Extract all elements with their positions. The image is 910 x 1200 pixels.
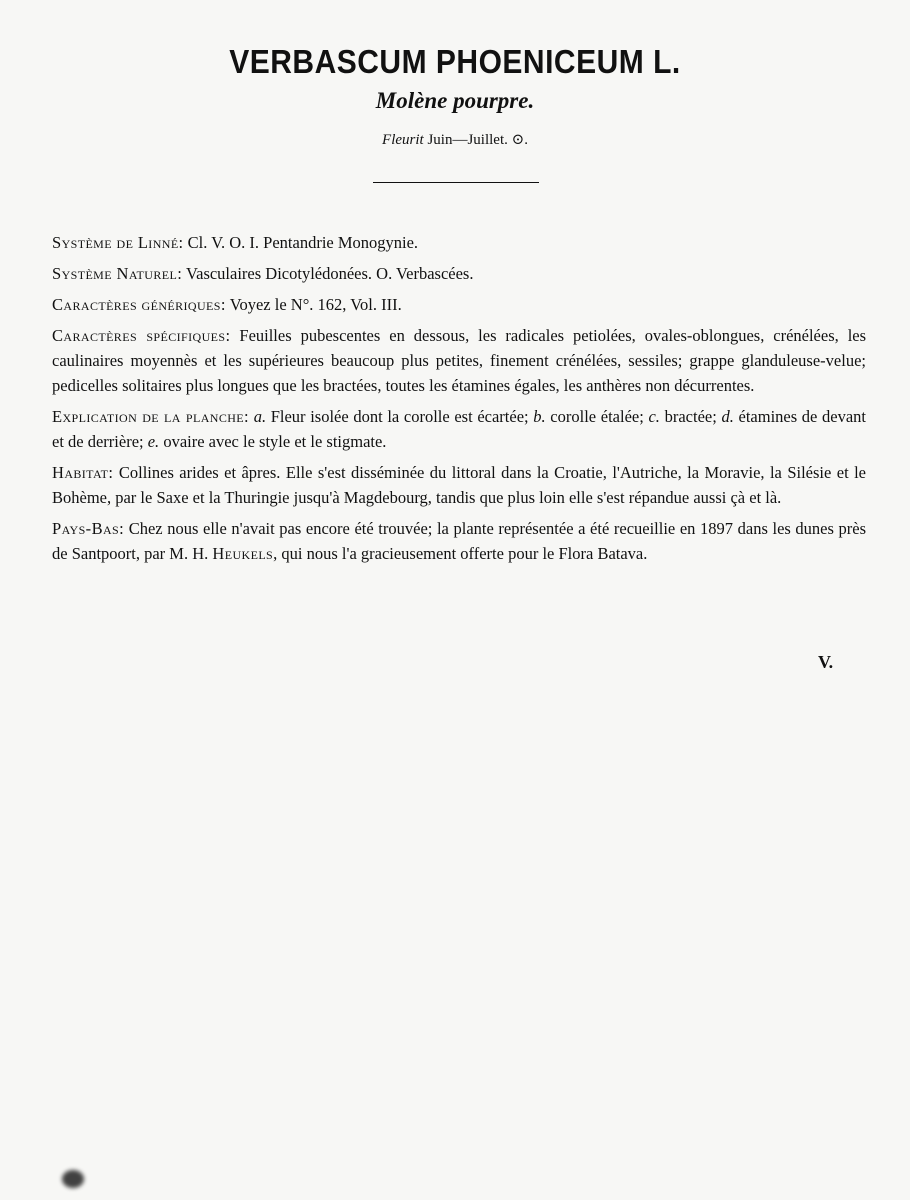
section-text: Cl. V. O. I. Pentandrie Monogynie. <box>187 233 419 252</box>
section-text-end: , qui nous l'a gracieusement offerte pour le Flora Batava. <box>273 544 648 563</box>
figure-letter: a. <box>253 407 267 426</box>
section-label: Système de Linné: <box>52 233 184 252</box>
section-plate-explanation <box>52 404 866 454</box>
section-label: Habitat: <box>52 463 114 482</box>
section-text: Feuilles pubescentes en dessous, les radicales petiolées, ovales-oblongues, crénélées, les caulinaires moyennès et les supérieures beaucoup plus petites, finement crénélées, sessiles; grappe glanduleuse-velue; pedicelles solitaires plus longues que les bractées, toutes les étamines égales, les anthères non décurrentes. <box>52 326 867 395</box>
section-text: Voyez le N°. 162, Vol. III. <box>229 295 402 314</box>
flowering-months: Juin—Juillet. <box>427 132 508 148</box>
section-text: Chez nous elle n'avait pas encore été trouvée; la plante représentée a été recueillie en 1897 dans les dunes près de Santpoort, par M. H. <box>52 519 867 563</box>
figure-description: bractée; <box>659 407 722 426</box>
figure-description: étamines de devant et de derrière; <box>52 407 867 451</box>
section-habitat <box>52 460 866 510</box>
annual-symbol: ⊙. <box>511 132 528 148</box>
flowering-label: Fleurit <box>382 132 424 148</box>
section-label: Système Naturel: <box>52 264 183 283</box>
section-natural-system <box>52 261 866 286</box>
figure-description: ovaire avec le style et le stigmate. <box>159 432 387 451</box>
section-generic-characters <box>52 292 866 317</box>
figure-letter: c. <box>648 407 660 426</box>
page-title: VERBASCUM PHOENICEUM L. <box>229 44 681 81</box>
section-specific-characters <box>52 323 866 398</box>
figure-letter: b. <box>533 407 546 426</box>
author-signature: V. <box>818 652 834 672</box>
figure-letter: e. <box>147 432 160 451</box>
collector-name: Heukels <box>212 544 274 563</box>
divider-rule <box>373 182 539 183</box>
common-name: Molène pourpre. <box>375 88 535 113</box>
ink-blot <box>62 1170 84 1188</box>
section-text: Vasculaires Dicotylédonées. O. Verbascées. <box>186 264 474 283</box>
figure-description: Fleur isolée dont la corolle est écartée; <box>266 407 534 426</box>
figure-description: corolle étalée; <box>545 407 649 426</box>
section-linne <box>52 230 866 255</box>
body-text <box>52 230 866 572</box>
flowering-period <box>0 130 910 149</box>
section-netherlands <box>52 516 866 566</box>
figure-letter: d. <box>721 407 734 426</box>
section-label: Pays-Bas: <box>52 519 125 538</box>
section-text: Collines arides et âpres. Elle s'est disséminée du littoral dans la Croatie, l'Autriche, la Moravie, la Silésie et le Bohème, par le Saxe et la Thuringie jusqu'à Magdebourg, tandis que plus loin elle s'est répandue aussi çà et là. <box>52 463 867 507</box>
section-label: Explication de la planche: <box>52 407 250 426</box>
section-label: Caractères génériques: <box>52 295 226 314</box>
section-label: Caractères spécifiques: <box>52 326 231 345</box>
